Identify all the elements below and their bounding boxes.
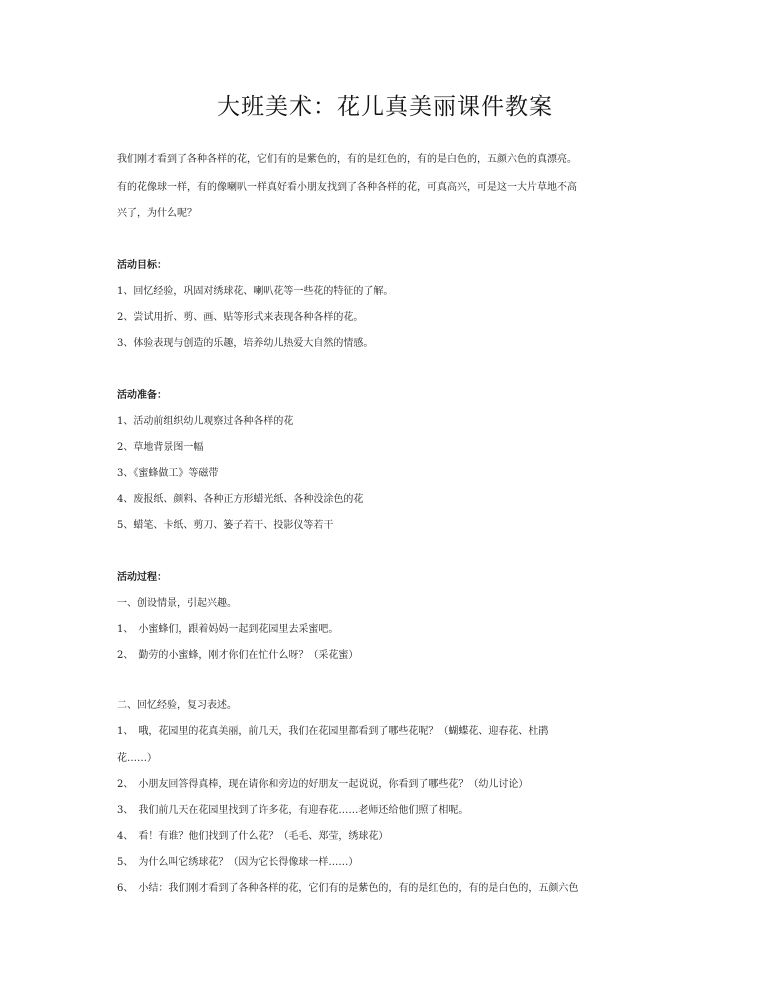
prep-item-3: 3、《蜜蜂做工》等磁带: [117, 468, 219, 479]
page-title: 大班美术：花儿真美丽课件教案: [217, 94, 553, 120]
process-part2-item-6: 6、 小结：我们刚才看到了各种各样的花，它们有的是紫色的，有的是红色的，有的是白色的，五颜六色: [117, 883, 579, 894]
goal-item-1: 1、回忆经验，巩固对绣球花、喇叭花等一些花的特征的了解。: [117, 286, 394, 297]
goal-item-3: 3、体验表现与创造的乐趣，培养幼儿热爱大自然的情感。: [117, 338, 374, 349]
process-heading: 活动过程：: [117, 572, 167, 583]
process-part2-item-2: 2、 小朋友回答得真棒，现在请你和旁边的好朋友一起说说，你看到了哪些花？（幼儿讨论）: [117, 779, 529, 790]
prep-heading: 活动准备：: [117, 390, 167, 401]
intro-line-1: 我们刚才看到了各种各样的花，它们有的是紫色的，有的是红色的，有的是白色的，五颜六色的真漂亮。: [117, 154, 577, 165]
intro-line-2: 有的花像球一样，有的像喇叭一样真好看小朋友找到了各种各样的花，可真高兴，可是这一大片草地不高: [117, 182, 577, 193]
prep-item-1: 1、活动前组织幼儿观察过各种各样的花: [117, 416, 294, 427]
prep-item-5: 5、蜡笔、卡纸、剪刀、篓子若干、投影仪等若干: [117, 520, 334, 531]
process-part1-item-1: 1、 小蜜蜂们，跟着妈妈一起到花园里去采蜜吧。: [117, 624, 339, 635]
goal-item-2: 2、尝试用折、剪、画、贴等形式来表现各种各样的花。: [117, 312, 364, 323]
prep-item-2: 2、草地背景图一幅: [117, 442, 204, 453]
process-part2-item-1: 1、 哦，花园里的花真美丽，前几天，我们在花园里都看到了哪些花呢？（蝴蝶花、迎春花、杜鹃: [117, 726, 549, 737]
process-part2-item-5: 5、 为什么叫它绣球花？（因为它长得像球一样……）: [117, 857, 359, 868]
intro-line-3: 兴了，为什么呢？: [117, 208, 197, 219]
process-part2-item-3: 3、 我们前几天在花园里找到了许多花，有迎春花……老师还给他们照了相呢。: [117, 805, 469, 816]
goals-heading: 活动目标：: [117, 260, 167, 271]
prep-item-4: 4、废报纸、颜料、各种正方形蜡光纸、各种没涂色的花: [117, 494, 364, 505]
process-part1-heading: 一、创设情景，引起兴趣。: [117, 598, 237, 609]
process-part1-item-2: 2、 勤劳的小蜜蜂，刚才你们在忙什么呀？（采花蜜）: [117, 650, 359, 661]
process-part2-heading: 二、回忆经验，复习表述。: [117, 700, 237, 711]
process-part2-item-4: 4、 看！有谁？他们找到了什么花？（毛毛、郑莹，绣球花）: [117, 831, 389, 842]
process-part2-item-1-cont: 花……）: [117, 753, 157, 764]
